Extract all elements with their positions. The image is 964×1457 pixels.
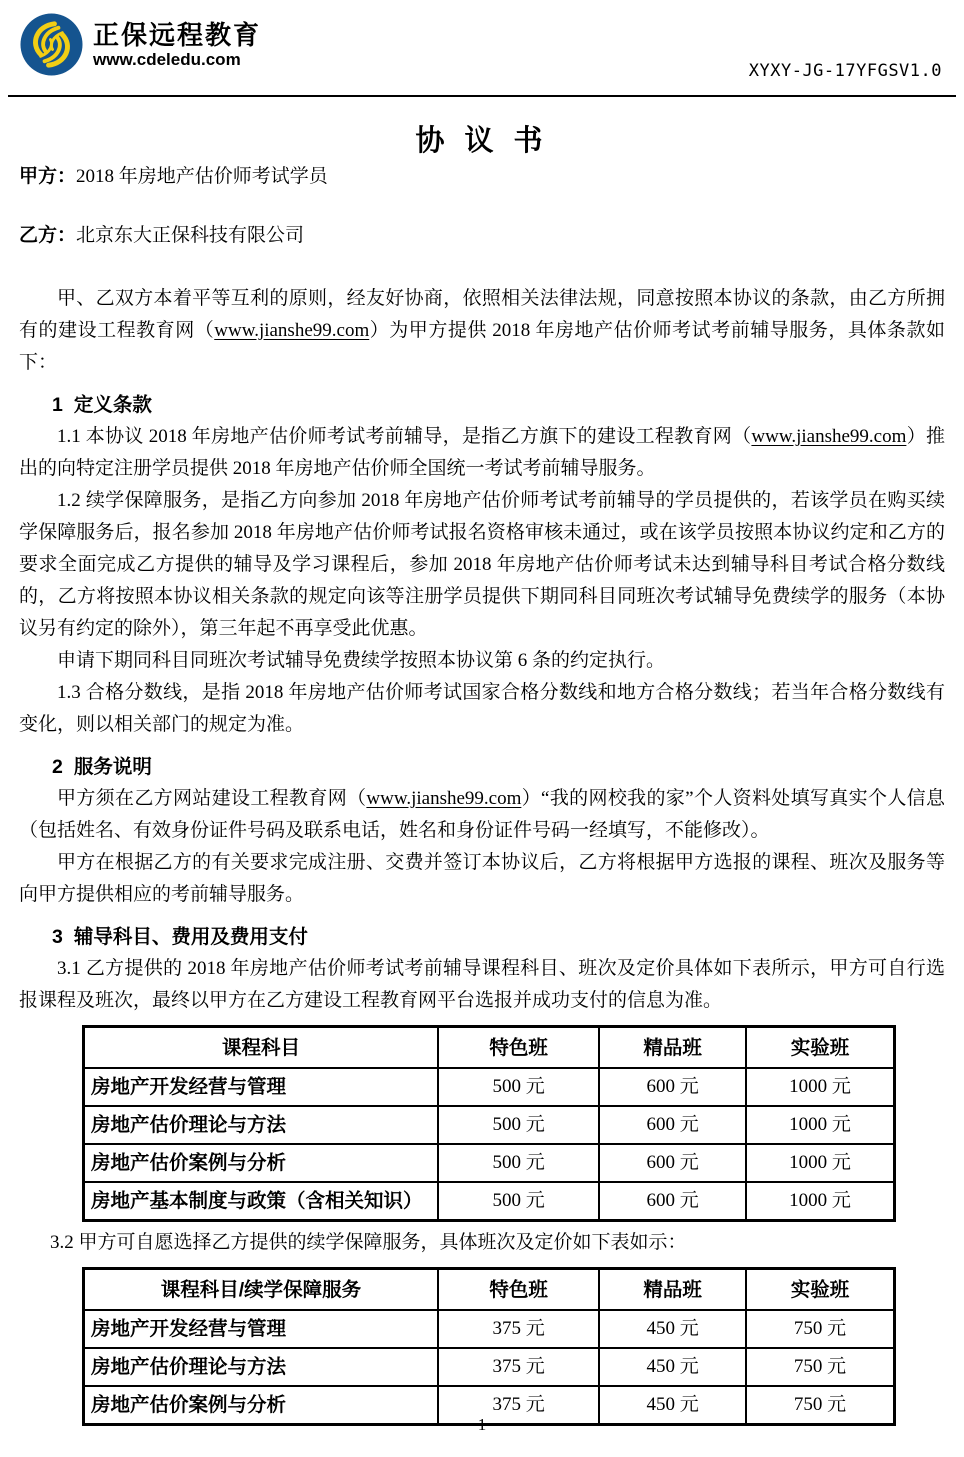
- price-cell: 750 元: [746, 1310, 894, 1348]
- column-header-tese: 特色班: [438, 1269, 599, 1311]
- price-cell: 500 元: [438, 1182, 599, 1221]
- price-cell: 1000 元: [746, 1182, 894, 1221]
- price-cell: 450 元: [599, 1310, 746, 1348]
- price-cell: 375 元: [438, 1310, 599, 1348]
- price-cell: 375 元: [438, 1386, 599, 1425]
- section-2-title: 服务说明: [73, 756, 152, 778]
- clause-1-1-text-1: 1.1 本协议 2018 年房地产估价师考试考前辅导，是指乙方旗下的建设工程教育网（: [57, 426, 752, 447]
- intro-paragraph: [19, 283, 945, 379]
- clause-3-2: 3.2 甲方可自愿选择乙方提供的续学保障服务，具体班次及定价如下表如示：: [50, 1232, 687, 1253]
- price-cell: 500 元: [438, 1106, 599, 1144]
- clause-1-1-text-2: ）推出的向特定注册学员提供 2018 年房地产估价师全国统一考试考前辅导服务。: [19, 426, 945, 479]
- course-name-cell: 房地产估价案例与分析: [84, 1144, 438, 1182]
- clause-2-1-text-1: 甲方须在乙方网站建设工程教育网（: [57, 788, 367, 809]
- column-header-shiyan: 实验班: [746, 1269, 894, 1311]
- price-cell: 450 元: [599, 1348, 746, 1386]
- table-row: [84, 1106, 895, 1144]
- cdel-swirl-logo-icon: [20, 13, 83, 76]
- table-header-row: [84, 1027, 895, 1069]
- price-cell: 600 元: [599, 1106, 746, 1144]
- document-header: [8, 0, 956, 97]
- clause-1-2: 1.2 续学保障服务，是指乙方向参加 2018 年房地产估价师考试考前辅导的学员提供的，若该学员在购买续学保障服务后，报名参加 2018 年房地产估价师考试报名资格审核未通过，或在该学员按照本协议约定和乙方的要求全面完成乙方提供的辅导及学习课程后，参加 2018 年房地产估价师考试未达到辅导科目考试合格分数线的，乙方将按照本协议相关条款的规定向该等注册学员提供下期同科目同班次考试辅导免费续学的服务（本协议另有约定的除外），第三年起不再享受此优惠。: [19, 490, 945, 639]
- section-2-heading: [19, 751, 945, 783]
- course-name-cell: 房地产估价理论与方法: [84, 1106, 438, 1144]
- course-price-table: [82, 1025, 896, 1222]
- renewal-price-table: [82, 1267, 896, 1426]
- table-row: [84, 1144, 895, 1182]
- price-cell: 600 元: [599, 1144, 746, 1182]
- price-cell: 750 元: [746, 1348, 894, 1386]
- section-3-number: 3: [52, 926, 63, 948]
- section-2-number: 2: [52, 756, 63, 778]
- section-1-number: 1: [52, 394, 63, 416]
- table-row: [84, 1068, 895, 1106]
- clause-3-1: 3.1 乙方提供的 2018 年房地产估价师考试考前辅导课程科目、班次及定价具体如下表所示，甲方可自行选报课程及班次，最终以甲方在乙方建设工程教育网平台选报并成功支付的信息为准。: [19, 958, 945, 1011]
- column-header-jingpin: 精品班: [599, 1027, 746, 1069]
- table-header-row: [84, 1269, 895, 1311]
- table-row: [84, 1348, 895, 1386]
- table-row: [84, 1182, 895, 1221]
- jianshe99-link[interactable]: www.jianshe99.com: [214, 320, 370, 341]
- course-name-cell: 房地产开发经营与管理: [84, 1310, 438, 1348]
- jianshe99-link[interactable]: www.jianshe99.com: [751, 426, 907, 447]
- clause-1-2-note: 申请下期同科目同班次考试辅导免费续学按照本协议第 6 条的约定执行。: [57, 650, 666, 671]
- price-cell: 750 元: [746, 1386, 894, 1425]
- party-a-label: 甲方：: [19, 166, 77, 187]
- document-code: XYXY-JG-17YFGSV1.0: [748, 61, 942, 81]
- price-cell: 600 元: [599, 1182, 746, 1221]
- price-cell: 1000 元: [746, 1144, 894, 1182]
- price-cell: 450 元: [599, 1386, 746, 1425]
- column-header-course-renewal: 课程科目/续学保障服务: [84, 1269, 438, 1311]
- party-b-label: 乙方：: [19, 225, 77, 246]
- section-3-title: 辅导科目、费用及费用支付: [73, 926, 308, 948]
- price-cell: 1000 元: [746, 1068, 894, 1106]
- course-name-cell: 房地产估价案例与分析: [84, 1386, 438, 1425]
- jianshe99-link[interactable]: www.jianshe99.com: [366, 788, 522, 809]
- page-title: 协 议 书: [415, 125, 549, 157]
- section-1-heading: [19, 389, 945, 421]
- course-name-cell: 房地产估价理论与方法: [84, 1348, 438, 1386]
- course-name-cell: 房地产开发经营与管理: [84, 1068, 438, 1106]
- column-header-tese: 特色班: [438, 1027, 599, 1069]
- column-header-course: 课程科目: [84, 1027, 438, 1069]
- intro-text-1: 甲、乙双方本着平等互利的原则，经友好协商，依照相关法律法规，同意按照本协议的条款，由乙方所拥有的建设工程教育网（: [19, 288, 945, 341]
- section-1-title: 定义条款: [73, 394, 152, 416]
- price-cell: 500 元: [438, 1144, 599, 1182]
- clause-2-1: [19, 783, 945, 847]
- price-cell: 375 元: [438, 1348, 599, 1386]
- course-name-cell: 房地产基本制度与政策（含相关知识）: [84, 1182, 438, 1221]
- brand-name: 正保远程教育: [93, 19, 262, 50]
- clause-1-1: [19, 421, 945, 485]
- column-header-shiyan: 实验班: [746, 1027, 894, 1069]
- party-a-line: [19, 161, 945, 193]
- brand-text: [93, 20, 261, 70]
- section-3-heading: [19, 921, 945, 953]
- party-b-value: 北京东大正保科技有限公司: [76, 225, 305, 246]
- brand-block: [20, 13, 261, 76]
- page-number: 1: [477, 1415, 487, 1434]
- clause-2-1-text-2: ）“我的网校我的家”个人资料处填写真实个人信息（包括姓名、有效身份证件号码及联系电话，姓名和身份证件号码一经填写，不能修改）。: [19, 788, 945, 841]
- table-row: [84, 1310, 895, 1348]
- intro-text-2: ）为甲方提供 2018 年房地产估价师考试考前辅导服务，具体条款如下：: [19, 320, 945, 373]
- column-header-jingpin: 精品班: [599, 1269, 746, 1311]
- price-cell: 1000 元: [746, 1106, 894, 1144]
- party-a-value: 2018 年房地产估价师考试学员: [76, 166, 328, 187]
- price-cell: 600 元: [599, 1068, 746, 1106]
- clause-2-2: 甲方在根据乙方的有关要求完成注册、交费并签订本协议后，乙方将根据甲方选报的课程、班次及服务等向甲方提供相应的考前辅导服务。: [19, 852, 945, 905]
- party-b-line: [19, 220, 945, 252]
- brand-url: www.cdeledu.com: [93, 49, 241, 69]
- clause-1-3: 1.3 合格分数线，是指 2018 年房地产估价师考试国家合格分数线和地方合格分数线；若当年合格分数线有变化，则以相关部门的规定为准。: [19, 682, 945, 735]
- price-cell: 500 元: [438, 1068, 599, 1106]
